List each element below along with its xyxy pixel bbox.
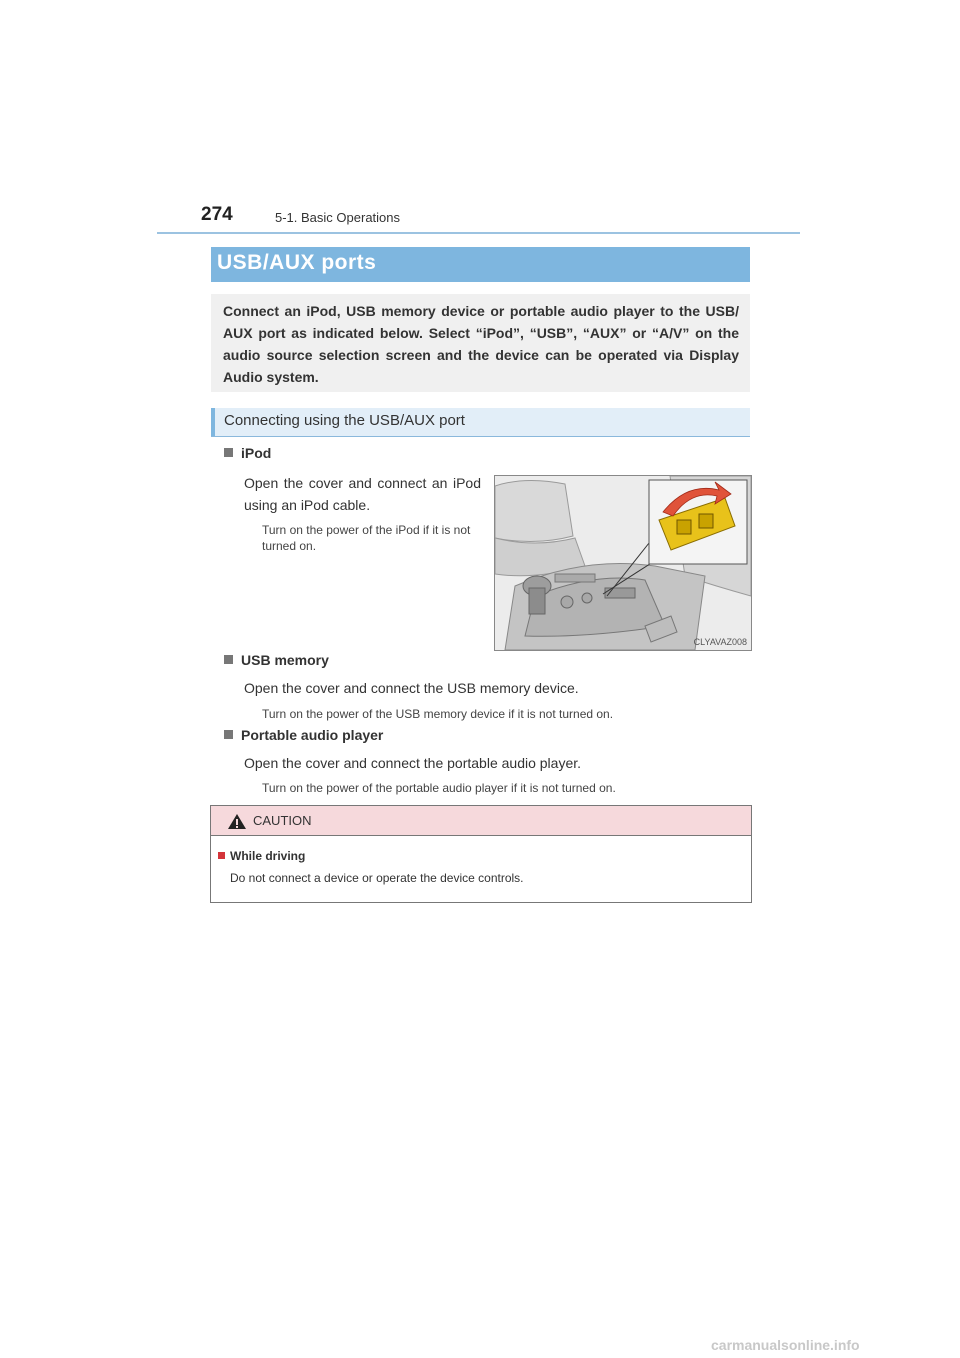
header-rule [157,232,800,234]
red-square-bullet-icon [218,852,225,859]
watermark: carmanualsonline.info [711,1337,860,1353]
caution-header [211,806,751,836]
intro-box [211,294,750,392]
subheading: Connecting using the USB/AUX port [224,412,465,429]
intro-text: Connect an iPod, USB memory device or portable audio player to the USB/ AUX port as indicated below. Select “iPod”, “USB”, “AUX” or “A/V” on the audio source selection screen and the device can be operated via Display Audio system. [223,303,739,385]
console-figure [494,475,752,651]
square-bullet-icon [224,448,233,457]
step-text-usb: Open the cover and connect the USB memory device. [244,680,579,696]
page-title: USB/AUX ports [217,251,377,274]
note-text-portable: Turn on the power of the portable audio player if it is not turned on. [262,781,616,795]
caution-item-heading-text: While driving [230,849,306,863]
item-heading: iPod [241,445,272,461]
step-text-portable: Open the cover and connect the portable audio player. [244,755,582,771]
note-text-ipod: Turn on the power of the iPod if it is not turned on. [262,523,471,553]
bullet-heading-usb [224,652,329,668]
step-text-ipod: Open the cover and connect an iPod using an iPod cable. [244,475,481,513]
title-bar [211,247,750,282]
caution-item-text: Do not connect a device or operate the device controls. [230,871,524,885]
warning-triangle-icon [227,813,247,830]
console-usb-port-illustration [495,476,751,650]
subheading-accent [211,408,215,436]
square-bullet-icon [224,730,233,739]
bullet-heading-ipod [224,445,271,461]
bullet-heading-portable [224,727,383,743]
note-text-usb: Turn on the power of the USB memory device if it is not turned on. [262,707,614,721]
section-title: 5-1. Basic Operations [275,210,401,225]
page-number: 274 [201,204,233,225]
caution-box [210,805,752,903]
figure-code: CLYAVAZ008 [693,637,747,647]
square-bullet-icon [224,655,233,664]
subheading-bar [211,408,750,437]
item-heading: USB memory [241,652,329,668]
caution-item-heading [218,849,305,863]
item-heading: Portable audio player [241,727,384,743]
caution-label: CAUTION [253,813,312,828]
